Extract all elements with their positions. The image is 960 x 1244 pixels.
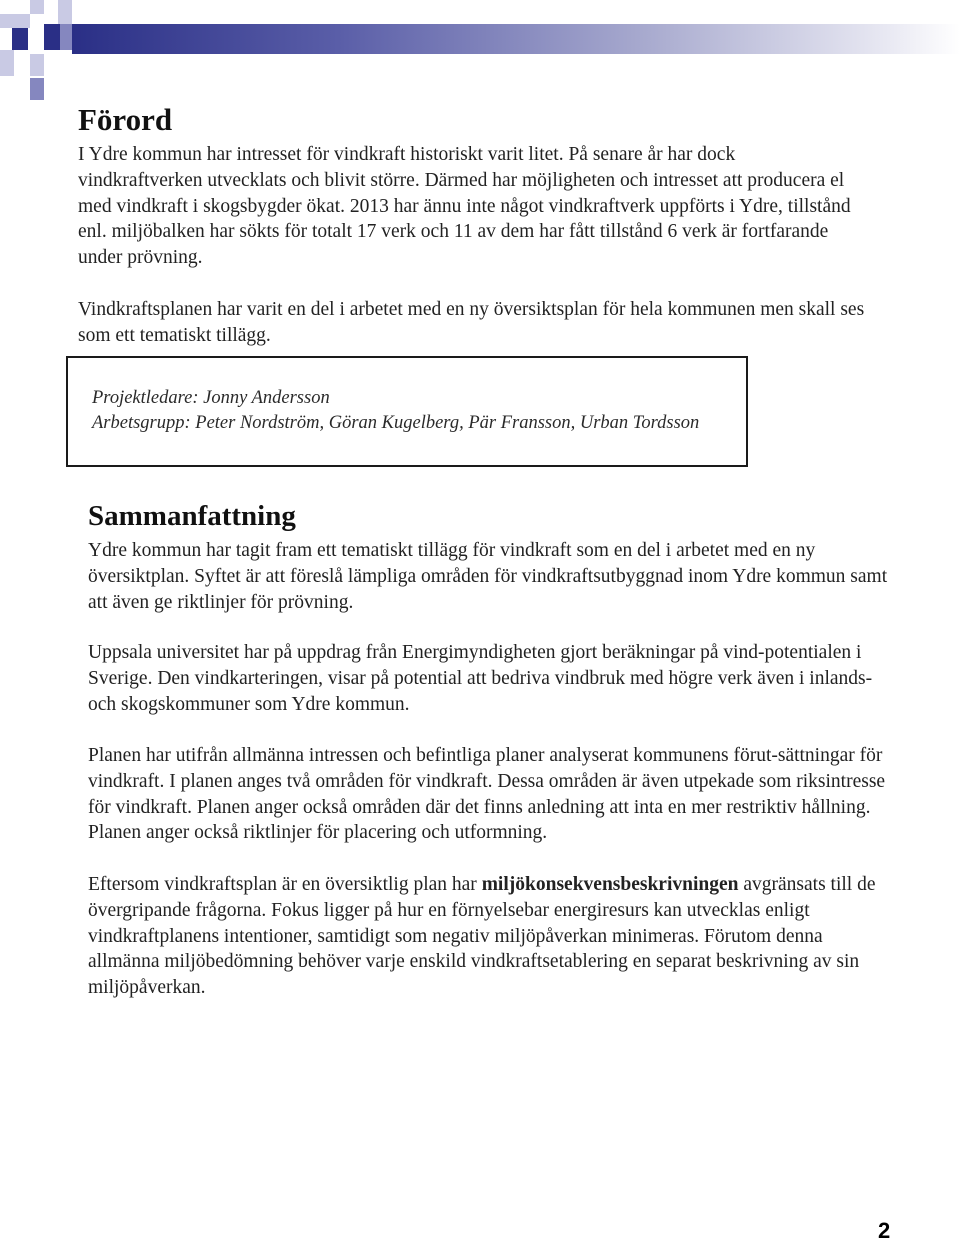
- summary-paragraph: Planen har utifrån allmänna intressen och befintliga planer analyserat kommunens förut-sättningar för vindkraft. I planen anges två områden för vindkraft. Dessa områden är även utpekade som riksintresse för vindkraft. Planen anger också områden där det finns anledning att inta en mer restriktiv hållning. Planen anger också riktlinjer för placering och utformning.: [88, 745, 886, 844]
- foreword-paragraph: Vindkraftsplanen har varit en del i arbetet med en ny översiktsplan för hela kommunen men skall ses som ett tematiskt tillägg.: [78, 299, 865, 346]
- decor-square: [12, 28, 28, 50]
- decor-square: [0, 50, 14, 76]
- foreword-paragraph: I Ydre kommun har intresset för vindkraft historiskt varit litet. På senare år har dock vindkraftverken utvecklats och blivit större. Därmed har möjligheten och intresset att producera el med vindkraft i skogsbygder ökat. 2013 har ännu inte något vindkraftverk uppförts i Ydre, tillstånd enl. miljöbalken har sökts för totalt 17 verk och 11 av dem har fått tillstånd 6 verk är fortfarande under prövning.: [78, 144, 851, 269]
- summary-paragraph: Ydre kommun har tagit fram ett tematiskt tillägg för vindkraft som en del i arbetet med en ny översiktplan. Syftet är att föreslå lämpliga områden för vindkraftsutbyggnad inom Ydre kommun samt att även ge riktlinjer för prövning.: [88, 540, 888, 613]
- project-info-box: [66, 356, 748, 467]
- summary-text: Eftersom vindkraftsplan är en översiktlig plan har: [88, 874, 482, 895]
- decor-square: [30, 54, 44, 76]
- decor-square: [0, 14, 30, 28]
- decor-square: [30, 0, 44, 14]
- summary-paragraph: [88, 872, 888, 1001]
- decor-square: [44, 24, 60, 50]
- summary-title: Sammanfattning: [88, 500, 296, 532]
- project-group: Arbetsgrupp: Peter Nordström, Göran Kugelberg, Pär Fransson, Urban Tordsson: [92, 413, 700, 433]
- page-number: 2: [878, 1218, 891, 1243]
- decor-square: [58, 0, 72, 24]
- summary-bold-term: miljökonsekvensbeskrivningen: [481, 874, 739, 895]
- decor-square: [60, 24, 72, 50]
- header-gradient-bar: [72, 24, 960, 54]
- decor-square: [30, 78, 44, 100]
- header-decoration: [0, 0, 960, 110]
- summary-text: avgränsats till de övergripande frågorna. Fokus ligger på hur en förnyelsebar energiresurs kan utvecklas enligt vindkraftplanens intentioner, samtidigt som negativ miljöpåverkan minimeras. Förutom denna allmänna miljöbedömning behöver varje enskild vindkraftsetablering en separat beskrivning av sin miljöpåverkan.: [88, 874, 876, 999]
- foreword-title: Förord: [78, 102, 173, 137]
- summary-paragraph: Uppsala universitet har på uppdrag från Energimyndigheten gjort beräkningar på vind-potentialen i Sverige. Den vindkarteringen, visar på potential att bedriva vindbruk med högre verk även i inlands- och skogskommuner som Ydre kommun.: [88, 642, 873, 715]
- project-leader: Projektledare: Jonny Andersson: [92, 388, 330, 408]
